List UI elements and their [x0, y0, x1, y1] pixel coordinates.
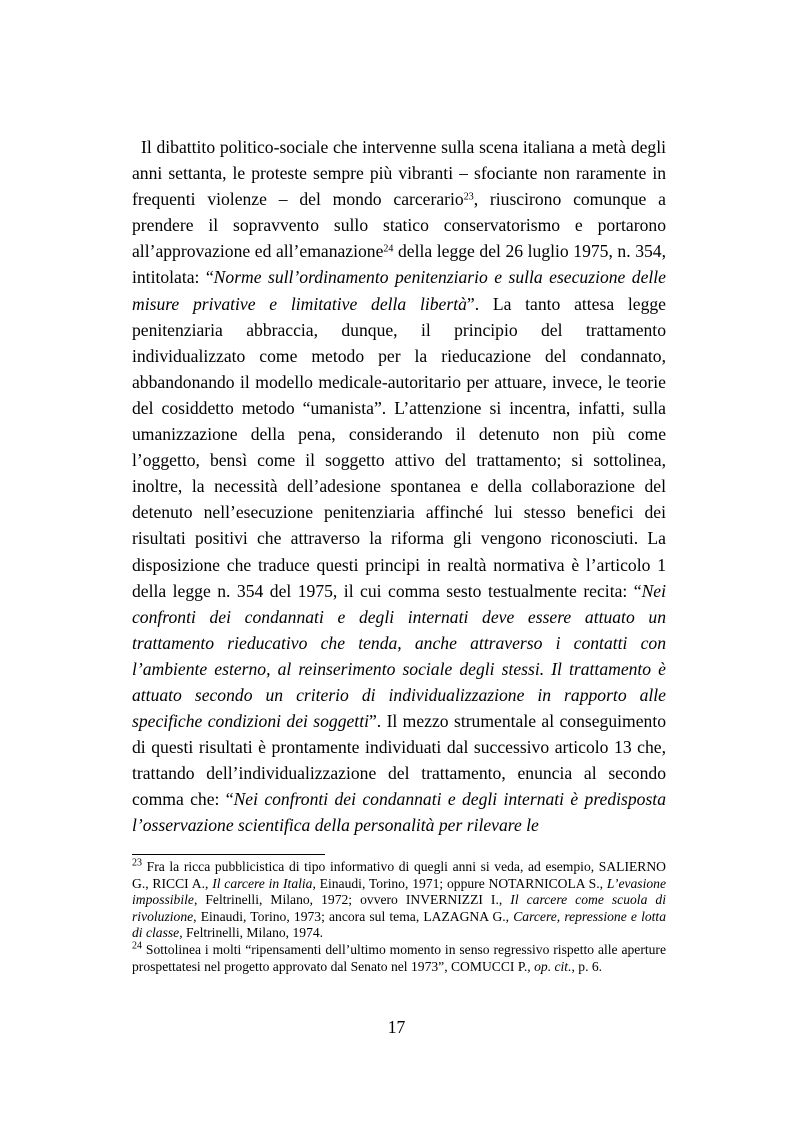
footnote-number: 24: [132, 940, 142, 952]
footnote-text: , Feltrinelli, Milano, 1972; ovvero INVERNIZZI I.,: [193, 892, 511, 908]
page-number: 17: [387, 1017, 406, 1037]
footnote-text: , Einaudi, Torino, 1973; ancora sul tema, LAZAGNA G.,: [193, 908, 514, 924]
citation-abbrev: op. cit.: [534, 958, 572, 974]
footnote-text: , Einaudi, Torino, 1971; oppure NOTARNICOLA S.,: [312, 875, 607, 891]
body-paragraph: [132, 134, 666, 839]
body-text-run: della legge del 26 luglio 1975, n. 354, intitolata: “: [132, 241, 666, 288]
quoted-article: Nei confronti dei condannati e degli internati deve essere attuato un trattamento rieducativo che tenda, anche attraverso i contatti con l’ambiente esterno, al reinserimento sociale degli stessi. Il trattamento è attuato secondo un criterio di individualizzazione in rapporto alle specifiche condizioni dei soggetti: [132, 580, 666, 732]
law-title: Norme sull’ordinamento penitenziario e sulla esecuzione delle misure privative e limitative della libertà: [132, 267, 666, 314]
quoted-article: Nei confronti dei condannati e degli internati è predisposta l’osservazione scientifica della personalità per rilevare le: [132, 789, 666, 836]
body-text-run: ”. Il mezzo strumentale al conseguimento di questi risultati è prontamente individuati dal successivo articolo 13 che, trattando dell’individualizzazione del trattamento, enuncia al secondo comma che: “: [132, 711, 667, 810]
footnote-reference[interactable]: 24: [383, 243, 394, 255]
footnote-text: , Feltrinelli, Milano, 1974.: [179, 925, 324, 941]
body-text-run: ”. La tanto attesa legge penitenziaria abbraccia, dunque, il principio del trattamento individualizzato come metodo per la rieducazione del condannato, abbandonando il modello medicale-autoritario per attuare, invece, le teorie del cosiddetto metodo “umanista”. L’attenzione si incentra, infatti, sulla umanizzazione della pena, considerando il detenuto non più come l’oggetto, bensì come il soggetto attivo del trattamento; si sottolinea, inoltre, la necessità dell’adesione spontanea e della collaborazione del detenuto nell’esecuzione penitenziaria affinché lui stesso benefici dei risultati positivi che attraverso la riforma gli vengono riconosciuti. La disposizione che traduce questi principi in realtà normativa è l’articolo 1 della legge n. 354 del 1975, il cui comma sesto testualmente recita: “: [132, 293, 666, 601]
footnote-number: 23: [132, 857, 142, 869]
footnote-separator: [132, 854, 325, 855]
book-title: Carcere, repressione e lotta di classe: [132, 908, 666, 941]
body-text-run: Il dibattito politico-sociale che intervenne sulla scena italiana a metà degli anni settanta, le proteste sempre più vibranti – sfociante non raramente in frequenti violenze – del mondo carcerario: [132, 137, 666, 210]
footnotes: [132, 859, 666, 975]
footnote-23: [132, 859, 666, 942]
book-title: Il carcere come scuola di rivoluzione: [132, 892, 666, 924]
footnote-reference[interactable]: 23: [463, 191, 474, 203]
footnote-text: Fra la ricca pubblicistica di tipo informativo di quegli anni si veda, ad esempio, SALIERNO G., RICCI A.,: [132, 859, 666, 891]
book-title: L’evasione impossibile: [132, 875, 666, 908]
book-title: Il carcere in Italia: [212, 875, 313, 891]
footnote-text: Sottolinea i molti “ripensamenti dell’ultimo momento in senso regressivo rispetto alle aperture prospettatesi nel progetto approvato dal Senato nel 1973”, COMUCCI P.,: [132, 941, 666, 974]
footnote-24: [132, 942, 666, 975]
body-text-run: , riuscirono comunque a prendere il sopravvento sullo statico conservatorismo e portarono all’approvazione ed all’emanazione: [132, 189, 666, 262]
footnote-text: , p. 6.: [571, 958, 603, 974]
